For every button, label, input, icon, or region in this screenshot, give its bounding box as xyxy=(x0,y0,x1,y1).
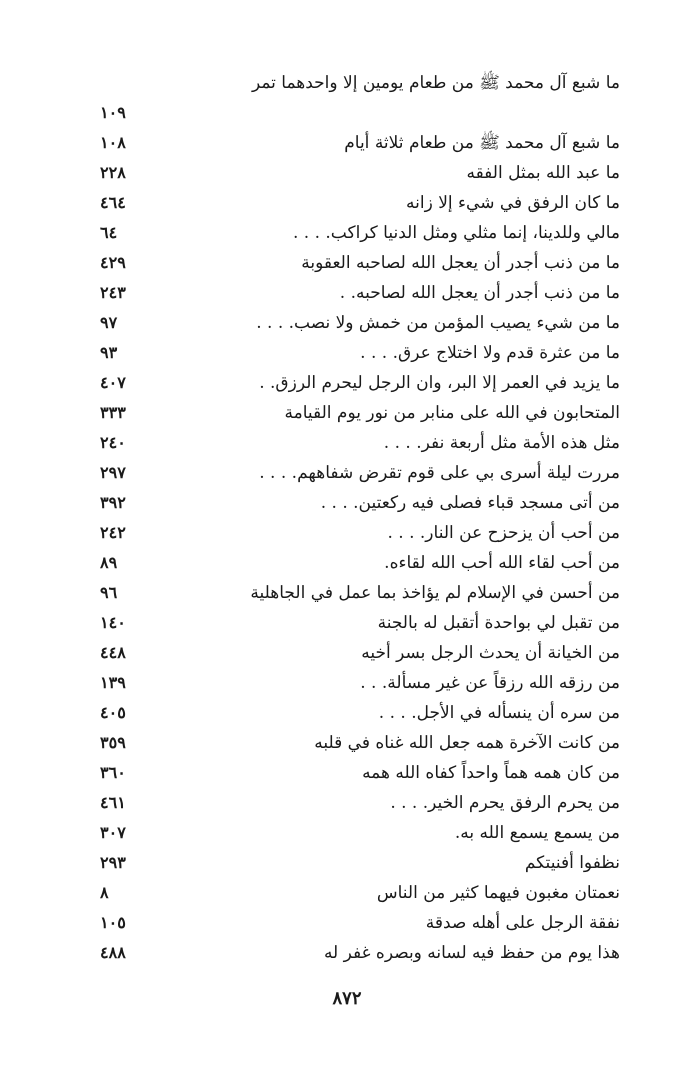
entry-text: من كان همه هماً واحداً كفاه الله همه xyxy=(362,763,620,783)
entry-text: ما شبع آل محمد ﷺ من طعام ثلاثة أيام xyxy=(344,133,620,153)
index-entry xyxy=(100,878,620,908)
entry-page-number: ٤٠٥ xyxy=(100,703,126,722)
entry-page-number: ٣٠٧ xyxy=(100,823,126,842)
entry-text: من تقبل لي بواحدة أتقبل له بالجنة xyxy=(377,613,620,633)
index-entry xyxy=(100,788,620,818)
index-entry xyxy=(100,398,620,428)
index-entry xyxy=(100,698,620,728)
entry-text: ما من عثرة قدم ولا اختلاج عرق. . . . xyxy=(360,343,620,363)
entry-text: من كانت الآخرة همه جعل الله غناه في قلبه xyxy=(314,733,620,753)
index-entry xyxy=(100,218,620,248)
entry-text: من أحسن في الإسلام لم يؤاخذ بما عمل في الجاهلية xyxy=(250,583,620,603)
index-entry xyxy=(100,848,620,878)
entry-text: من أحب أن يزحزح عن النار. . . . xyxy=(387,523,620,543)
entry-page-number: ٤٤٨ xyxy=(100,643,126,662)
entry-page-number: ٢٢٨ xyxy=(100,163,126,182)
entry-page-number: ١٠٥ xyxy=(100,913,126,932)
entry-page-number: ٢٩٣ xyxy=(100,853,126,872)
entry-page-number: ٣٦٠ xyxy=(100,763,126,782)
entry-page-number: ٩٧ xyxy=(100,313,118,332)
entry-text: ما كان الرفق في شيء إلا زانه xyxy=(406,193,620,213)
entry-page-number: ٤٨٨ xyxy=(100,943,126,962)
index-entry xyxy=(100,338,620,368)
index-entry xyxy=(100,908,620,938)
index-entry xyxy=(100,248,620,278)
entry-text: من سره أن ينسأله في الأجل. . . . xyxy=(378,703,620,723)
entry-page-number: ٤٢٩ xyxy=(100,253,126,272)
entry-page-number: ١٣٩ xyxy=(100,673,126,692)
index-entry xyxy=(100,818,620,848)
index-entry xyxy=(100,638,620,668)
index-entry xyxy=(100,938,620,968)
entry-page-number: ١٠٩ xyxy=(100,103,126,122)
entry-page-number: ٩٣ xyxy=(100,343,118,362)
entry-text: نفقة الرجل على أهله صدقة xyxy=(425,913,620,933)
entry-page-number: ٢٤٠ xyxy=(100,433,126,452)
hadith-index-list xyxy=(100,68,620,968)
index-entry xyxy=(100,488,620,518)
entry-page-number: ٢٤٢ xyxy=(100,523,126,542)
index-entry xyxy=(100,128,620,158)
index-entry xyxy=(100,728,620,758)
index-entry xyxy=(100,368,620,398)
entry-page-number: ٢٤٣ xyxy=(100,283,126,302)
entry-text: ما يزيد في العمر إلا البر، وان الرجل ليحرم الرزق. . xyxy=(259,373,620,393)
entry-text: من أحب لقاء الله أحب الله لقاءه. xyxy=(384,553,620,573)
entry-text: المتحابون في الله على منابر من نور يوم القيامة xyxy=(284,403,620,423)
entry-text: ما عبد الله بمثل الفقه xyxy=(466,163,620,183)
index-entry xyxy=(100,758,620,788)
entry-text: من الخيانة أن يحدث الرجل بسر أخيه xyxy=(361,643,620,663)
entry-page-number: ٩٦ xyxy=(100,583,118,602)
index-entry xyxy=(100,308,620,338)
entry-page-number: ٤٠٧ xyxy=(100,373,126,392)
entry-text: ما شبع آل محمد ﷺ من طعام يومين إلا واحدهما تمر xyxy=(251,73,620,93)
entry-text: مثل هذه الأمة مثل أربعة نفر. . . . xyxy=(383,433,620,453)
entry-text: مررت ليلة أسرى بي على قوم تقرض شفاههم. . . . xyxy=(259,463,620,483)
entry-text: من يسمع يسمع الله به. xyxy=(454,823,620,843)
entry-text: نظفوا أفنيتكم xyxy=(524,853,620,873)
entry-text: ما من ذنب أجدر أن يعجل الله لصاحبه. . xyxy=(339,283,620,303)
entry-text: نعمتان مغبون فيهما كثير من الناس xyxy=(376,883,620,903)
index-entry xyxy=(100,68,620,128)
entry-text: ما من ذنب أجدر أن يعجل الله لصاحبه العقوبة xyxy=(301,253,620,273)
entry-page-number: ٦٤ xyxy=(100,223,118,242)
index-entry xyxy=(100,668,620,698)
entry-text: ما من شيء يصيب المؤمن من خمش ولا نصب. . . . xyxy=(256,313,620,333)
index-entry xyxy=(100,548,620,578)
index-entry xyxy=(100,458,620,488)
entry-text: مالي وللدينا، إنما مثلي ومثل الدنيا كراكب. . . . xyxy=(292,223,620,243)
entry-text: من رزقه الله رزقاً عن غير مسألة. . . xyxy=(360,673,620,693)
entry-page-number: ٣٥٩ xyxy=(100,733,126,752)
page-number: ٨٧٢ xyxy=(332,988,362,1009)
index-entry xyxy=(100,518,620,548)
index-entry xyxy=(100,188,620,218)
index-entry xyxy=(100,278,620,308)
entry-page-number: ٤٦١ xyxy=(100,793,126,812)
index-entry xyxy=(100,428,620,458)
entry-page-number: ٢٩٧ xyxy=(100,463,126,482)
entry-page-number: ٣٩٢ xyxy=(100,493,126,512)
index-entry xyxy=(100,608,620,638)
entry-text: من أتى مسجد قباء فصلى فيه ركعتين. . . . xyxy=(320,493,620,513)
entry-page-number: ٨ xyxy=(100,883,109,902)
entry-page-number: ١٤٠ xyxy=(100,613,126,632)
entry-page-number: ٣٣٣ xyxy=(100,403,126,422)
entry-text: من يحرم الرفق يحرم الخير. . . . xyxy=(390,793,620,813)
entry-page-number: ٤٦٤ xyxy=(100,193,126,212)
entry-page-number: ١٠٨ xyxy=(100,133,126,152)
index-entry xyxy=(100,158,620,188)
entry-page-number: ٨٩ xyxy=(100,553,118,572)
index-entry xyxy=(100,578,620,608)
entry-text: هذا يوم من حفظ فيه لسانه وبصره غفر له xyxy=(323,943,620,963)
